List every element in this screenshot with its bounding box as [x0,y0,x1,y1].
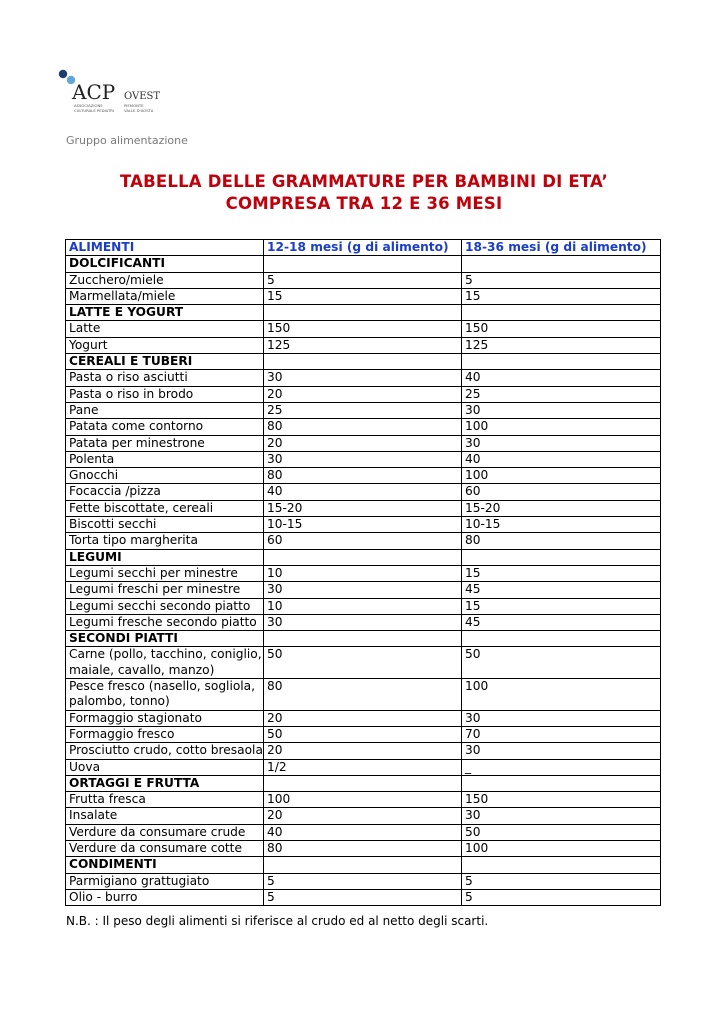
table-row [66,272,661,288]
grams-12-18-cell: 10-15 [264,517,462,533]
grams-12-18-cell: 60 [264,533,462,549]
food-cell: Verdure da consumare crude [66,824,264,840]
grams-18-36-cell: 5 [462,873,661,889]
food-cell: Legumi secchi per minestre [66,565,264,581]
food-cell: Polenta [66,451,264,467]
category-row [66,256,661,272]
table-row [66,710,661,726]
food-cell: Verdure da consumare cotte [66,840,264,856]
document-title [66,171,662,215]
table-row [66,824,661,840]
title-line-1: TABELLA DELLE GRAMMATURE PER BAMBINI DI ETA’ [119,172,608,191]
grams-18-36-cell: 15-20 [462,500,661,516]
grams-18-36-cell: 40 [462,451,661,467]
grams-12-18-cell: 30 [264,370,462,386]
acp-ovest-logo [58,68,178,118]
table-row [66,614,661,630]
grams-18-36-cell: 45 [462,582,661,598]
category-row [66,857,661,873]
food-cell: Torta tipo margherita [66,533,264,549]
table-body [66,256,661,906]
table-row [66,419,661,435]
food-cell: Pasta o riso asciutti [66,370,264,386]
food-cell: Patata come contorno [66,419,264,435]
food-cell: Prosciutto crudo, cotto bresaola [66,743,264,759]
grams-18-36-cell: 15 [462,565,661,581]
food-cell: Zucchero/miele [66,272,264,288]
logo-region: OVEST [124,91,161,102]
table-row [66,889,661,905]
food-cell: Parmigiano grattugiato [66,873,264,889]
grams-18-36-cell: 15 [462,598,661,614]
grams-18-36-cell [462,354,661,370]
grams-18-36-cell: 5 [462,272,661,288]
table-row [66,402,661,418]
grams-18-36-cell: 70 [462,726,661,742]
grams-12-18-cell: 20 [264,743,462,759]
grams-12-18-cell: 5 [264,873,462,889]
category-label: CEREALI E TUBERI [66,354,264,370]
category-label: CONDIMENTI [66,857,264,873]
grams-18-36-cell: 40 [462,370,661,386]
table-row [66,598,661,614]
table-row [66,468,661,484]
food-cell: Insalate [66,808,264,824]
category-row [66,354,661,370]
grams-18-36-cell: 100 [462,679,661,711]
table-header-row [66,240,661,256]
category-label: DOLCIFICANTI [66,256,264,272]
grams-18-36-cell: 10-15 [462,517,661,533]
table-row [66,337,661,353]
grams-18-36-cell: 100 [462,840,661,856]
grams-18-36-cell: 60 [462,484,661,500]
table-row [66,288,661,304]
food-cell: Latte [66,321,264,337]
grams-12-18-cell: 20 [264,710,462,726]
grams-12-18-cell: 20 [264,808,462,824]
grams-12-18-cell: 50 [264,726,462,742]
food-cell: Formaggio fresco [66,726,264,742]
grams-18-36-cell: 150 [462,792,661,808]
grams-12-18-cell [264,857,462,873]
grams-18-36-cell: 100 [462,419,661,435]
grams-18-36-cell: 45 [462,614,661,630]
food-cell: Patata per minestrone [66,435,264,451]
grams-12-18-cell: 20 [264,386,462,402]
grams-12-18-cell: 25 [264,402,462,418]
grams-12-18-cell: 40 [264,484,462,500]
food-cell: Pesce fresco (nasello, sogliola, palombo, tonno) [66,679,264,711]
food-cell: Biscotti secchi [66,517,264,533]
food-cell: Legumi secchi secondo piatto [66,598,264,614]
table-row [66,451,661,467]
table-row [66,517,661,533]
category-row [66,775,661,791]
table-row [66,647,661,679]
category-row [66,631,661,647]
table-row [66,370,661,386]
grams-18-36-cell [462,549,661,565]
header-18-36: 18-36 mesi (g di alimento) [462,240,661,256]
category-label: ORTAGGI E FRUTTA [66,775,264,791]
category-row [66,549,661,565]
grams-18-36-cell: 30 [462,743,661,759]
grams-18-36-cell [462,857,661,873]
grams-18-36-cell: 50 [462,647,661,679]
food-cell: Marmellata/miele [66,288,264,304]
table-row [66,500,661,516]
grams-12-18-cell: 5 [264,272,462,288]
grams-18-36-cell: 150 [462,321,661,337]
grams-18-36-cell: 5 [462,889,661,905]
table-row [66,726,661,742]
grams-18-36-cell: 30 [462,808,661,824]
grams-18-36-cell [462,305,661,321]
grams-18-36-cell: 80 [462,533,661,549]
table-row [66,759,661,775]
food-cell: Gnocchi [66,468,264,484]
food-cell: Legumi fresche secondo piatto [66,614,264,630]
food-cell: Pane [66,402,264,418]
grams-12-18-cell: 10 [264,598,462,614]
food-cell: Focaccia /pizza [66,484,264,500]
grams-18-36-cell: 50 [462,824,661,840]
grams-12-18-cell: 1/2 [264,759,462,775]
table-row [66,435,661,451]
table-row [66,565,661,581]
logo-line2-left: CULTURALE PEDIATRI [74,108,115,113]
grammature-table [65,239,661,906]
grams-12-18-cell: 80 [264,419,462,435]
category-row [66,305,661,321]
food-cell: Olio - burro [66,889,264,905]
grams-12-18-cell: 15-20 [264,500,462,516]
grams-18-36-cell [462,775,661,791]
grams-12-18-cell: 125 [264,337,462,353]
logo-mark: ACP [72,80,116,104]
grams-12-18-cell: 5 [264,889,462,905]
header-12-18: 12-18 mesi (g di alimento) [264,240,462,256]
grams-18-36-cell: _ [462,759,661,775]
grams-18-36-cell [462,256,661,272]
grams-12-18-cell [264,631,462,647]
category-label: SECONDI PIATTI [66,631,264,647]
grams-12-18-cell: 30 [264,614,462,630]
grams-12-18-cell: 30 [264,451,462,467]
table-row [66,321,661,337]
grams-12-18-cell: 80 [264,840,462,856]
grams-12-18-cell: 50 [264,647,462,679]
table-row [66,808,661,824]
grams-12-18-cell: 100 [264,792,462,808]
grams-12-18-cell: 80 [264,679,462,711]
food-cell: Yogurt [66,337,264,353]
food-cell: Frutta fresca [66,792,264,808]
grams-12-18-cell [264,305,462,321]
title-line-2: COMPRESA TRA 12 E 36 MESI [225,194,503,213]
logo-line2-right: VALLE D'AOSTA [124,108,154,113]
category-label: LEGUMI [66,549,264,565]
grams-12-18-cell: 20 [264,435,462,451]
category-label: LATTE E YOGURT [66,305,264,321]
table-row [66,840,661,856]
table-row [66,484,661,500]
grams-12-18-cell [264,775,462,791]
food-cell: Uova [66,759,264,775]
logo-line1-right: PIEMONTE [124,103,144,108]
grams-18-36-cell: 125 [462,337,661,353]
grams-18-36-cell: 30 [462,402,661,418]
grams-18-36-cell [462,631,661,647]
logo-line1-left: ASSOCIAZIONE [74,103,103,108]
table-row [66,533,661,549]
grams-12-18-cell [264,354,462,370]
food-cell: Carne (pollo, tacchino, coniglio, maiale, cavallo, manzo) [66,647,264,679]
group-label: Gruppo alimentazione [66,134,188,147]
table-row [66,873,661,889]
footnote: N.B. : Il peso degli alimenti si riferisce al crudo ed al netto degli scarti. [66,914,489,928]
grams-12-18-cell: 10 [264,565,462,581]
food-cell: Legumi freschi per minestre [66,582,264,598]
grams-12-18-cell [264,549,462,565]
grams-12-18-cell [264,256,462,272]
grams-12-18-cell: 15 [264,288,462,304]
grams-18-36-cell: 100 [462,468,661,484]
grams-18-36-cell: 30 [462,710,661,726]
grams-12-18-cell: 80 [264,468,462,484]
grams-18-36-cell: 15 [462,288,661,304]
header-alimenti: ALIMENTI [66,240,264,256]
food-cell: Pasta o riso in brodo [66,386,264,402]
table-row [66,792,661,808]
grams-12-18-cell: 150 [264,321,462,337]
food-cell: Fette biscottate, cereali [66,500,264,516]
grams-12-18-cell: 30 [264,582,462,598]
table-row [66,743,661,759]
grams-12-18-cell: 40 [264,824,462,840]
logo-dot-dark [59,70,67,78]
food-cell: Formaggio stagionato [66,710,264,726]
grams-18-36-cell: 30 [462,435,661,451]
table-row [66,386,661,402]
grams-18-36-cell: 25 [462,386,661,402]
table-row [66,679,661,711]
table-row [66,582,661,598]
